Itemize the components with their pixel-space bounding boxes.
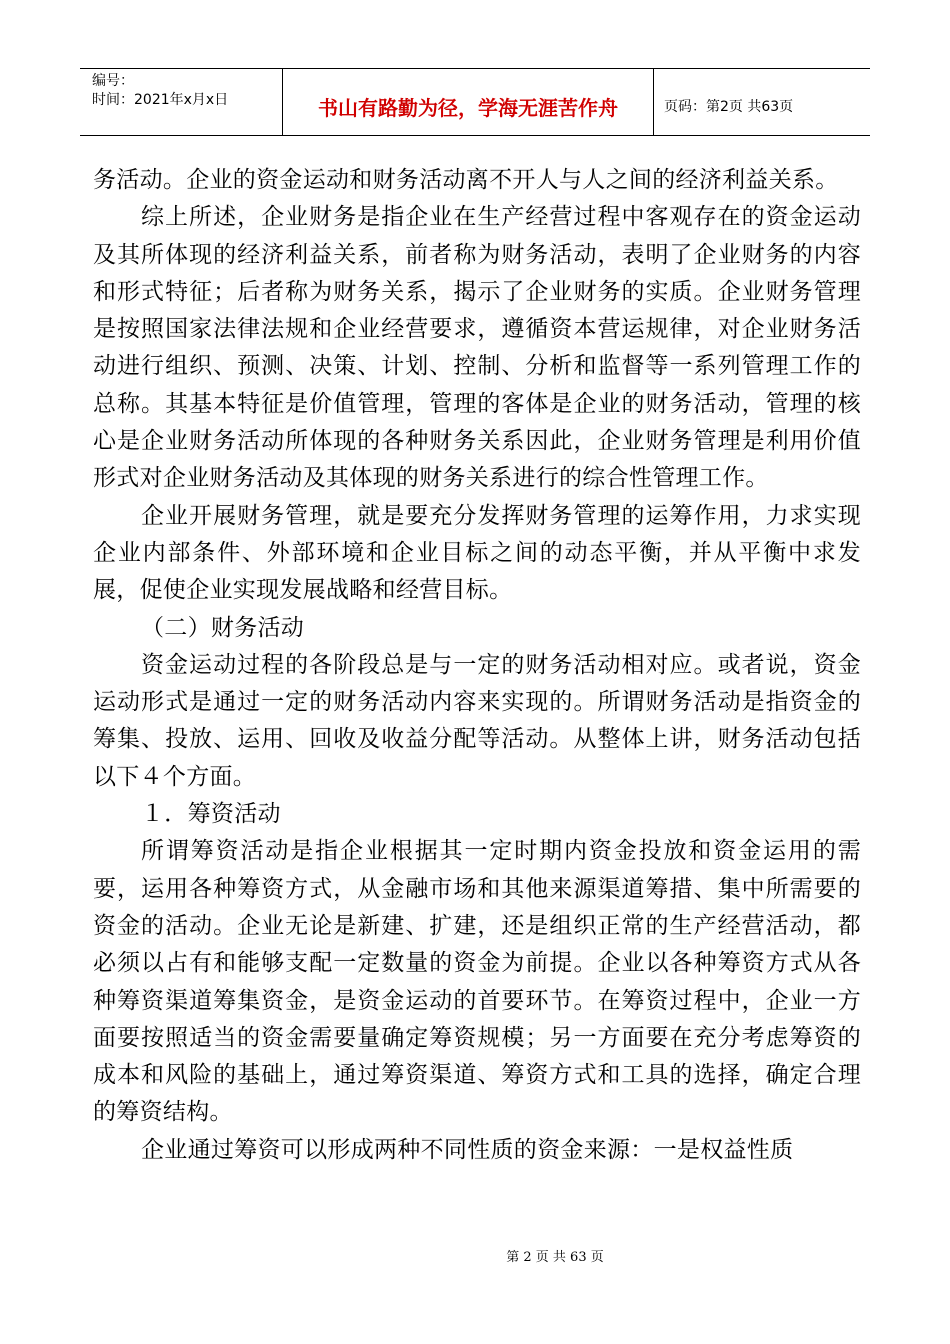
paragraph: 务活动。企业的资金运动和财务活动离不开人与人之间的经济利益关系。 [93, 167, 839, 193]
document-date: 时间：2021年x月x日 [92, 92, 229, 108]
header-motto: 书山有路勤为径，学海无涯苦作舟 [283, 69, 654, 135]
document-body [93, 162, 861, 1169]
document-number-label: 编号： [92, 73, 134, 89]
paragraph: 所谓筹资活动是指企业根据其一定时期内资金投放和资金运用的需要，运用各种筹资方式，从金融市场和其他来源渠道筹措、集中所需要的资金的活动。企业无论是新建、扩建，还是组织正常的生产经营活动，都必须以占有和能够支配一定数量的资金为前提。企业以各种筹资方式从各种筹资渠道筹集资金，是资金运动的首要环节。在筹资过程中，企业一方面要按照适当的资金需要量确定筹资规模；另一方面要在充分考虑筹资的成本和风险的基础上，通过筹资渠道、筹资方式和工具的选择，确定合理的筹资结构。 [93, 838, 861, 1126]
paragraph: １．筹资活动 [141, 801, 281, 828]
paragraph: 综上所述，企业财务是指企业在生产经营过程中客观存在的资金运动及其所体现的经济利益关系，前者称为财务活动，表明了企业财务的内容和形式特征；后者称为财务关系，揭示了企业财务的实质。企业财务管理是按照国家法律法规和企业经营要求，遵循资本营运规律，对企业财务活动进行组织、预测、决策、计划、控制、分析和监督等一系列管理工作的总称。其基本特征是价值管理，管理的客体是企业的财务活动，管理的核心是企业财务活动所体现的各种财务关系因此，企业财务管理是利用价值形式对企业财务活动及其体现的财务关系进行的综合性管理工作。 [93, 204, 861, 492]
header-meta [80, 69, 283, 135]
page-header [80, 68, 870, 136]
paragraph: 资金运动过程的各阶段总是与一定的财务活动相对应。或者说，资金运动形式是通过一定的财务活动内容来实现的。所谓财务活动是指资金的筹集、投放、运用、回收及收益分配等活动。从整体上讲，财务活动包括以下４个方面。 [93, 651, 861, 790]
header-page-info: 页码：第2页 共63页 [664, 99, 794, 115]
paragraph: 企业开展财务管理，就是要充分发挥财务管理的运筹作用，力求实现企业内部条件、外部环境和企业目标之间的动态平衡，并从平衡中求发展，促使企业实现发展战略和经营目标。 [93, 502, 861, 604]
page-footer: 第 2 页 共 63 页 [506, 1250, 604, 1265]
paragraph: 企业通过筹资可以形成两种不同性质的资金来源：一是权益性质 [141, 1136, 794, 1163]
paragraph: （二）财务活动 [141, 614, 305, 641]
